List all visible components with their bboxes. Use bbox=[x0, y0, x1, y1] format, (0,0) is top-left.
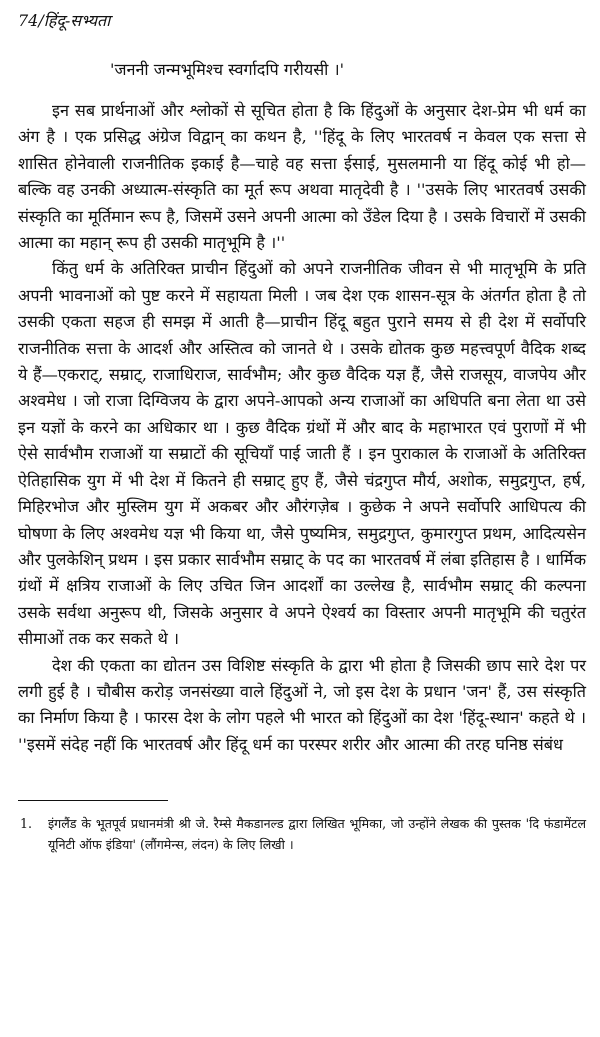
footnote-number: 1. bbox=[20, 816, 33, 832]
epigraph-verse: 'जननी जन्मभूमिश्च स्वर्गादपि गरीयसी ।' bbox=[110, 60, 345, 79]
book-title: हिंदू-सभ्यता bbox=[43, 11, 111, 30]
footnote-divider bbox=[18, 800, 168, 801]
paragraph-2: किंतु धर्म के अतिरिक्त प्राचीन हिंदुओं को अपने राजनीतिक जीवन से भी मातृभूमि के प्रति अपनी भावनाओं को पुष्ट करने में सहायता मिली । जब देश एक शासन-सूत्र के अंतर्गत होता है तो उसकी एकता सहज ही समझ में आती है—प्राचीन हिंदू बहुत पुराने समय से ही देश में सर्वोपरि राजनीतिक सत्ता के आदर्श और अस्तित्व को जानते थे । उसके द्योतक कुछ महत्त्वपूर्ण वैदिक शब्द ये हैं—एकराट्, सम्राट्, राजाधिराज, सार्वभौम; और कुछ वैदिक यज्ञ हैं, जैसे राजसूय, वाजपेय और अश्वमेध । जो राजा दिग्विजय के द्वारा अपने-आपको अन्य राजाओं का अधिपति बना लेता था उसे इन यज्ञों के करने का अधिकार था । कुछ वैदिक ग्रंथों में और बाद के महाभारत एवं पुराणों में भी ऐसे सार्वभौम राजाओं या सम्राटों की सूचियाँ पाई जाती हैं । इन पुराकाल के राजाओं के अतिरिक्त ऐतिहासिक युग में भी देश में कितने ही सम्राट् हुए हैं, जैसे चंद्रगुप्त मौर्य, अशोक, समुद्रगुप्त, हर्ष, मिहिरभोज और मुस्लिम युग में अकबर और औरंगज़ेब । कुछेक ने अपने सर्वोपरि आधिपत्य की घोषणा के लिए अश्वमेध यज्ञ भी किया था, जैसे पुष्यमित्र, समुद्रगुप्त, कुमारगुप्त प्रथम, आदित्यसेन और पुलकेशिन् प्रथम । इस प्रकार सार्वभौम सम्राट् के पद का भारतवर्ष में लंबा इतिहास है । धार्मिक ग्रंथों में क्षत्रिय राजाओं के लिए उचित जिन आदर्शों का उल्लेख है, सार्वभौम सम्राट् की कल्पना उसके सर्वथा अनुरूप थी, जिसके अनुसार वे अपने ऐश्वर्य का विस्तार अपनी मातृभूमि की चतुरंत सीमाओं तक कर सकते थे । bbox=[18, 259, 586, 649]
footnote bbox=[18, 813, 586, 855]
paragraph-1: इन सब प्रार्थनाओं और श्लोकों से सूचित होता है कि हिंदुओं के अनुसार देश-प्रेम भी धर्म का अंग है । एक प्रसिद्ध अंग्रेज विद्वान् का कथन है, ''हिंदू के लिए भारतवर्ष न केवल एक सत्ता से शासित होनेवाली राजनीतिक इकाई है—चाहे वह सत्ता ईसाई, मुसलमानी या हिंदू कोई भी हो—बल्कि वह उनकी अध्यात्म-संस्कृति का मूर्त रूप अथवा मातृदेवी है । ''उसके लिए भारतवर्ष उसकी संस्कृति का मूर्तिमान रूप है, जिसमें उसने अपनी आत्मा को उँडेल दिया है । उसके विचारों में उसकी आत्मा का महान् रूप ही उसकी मातृभूमि है ।'' bbox=[18, 101, 586, 253]
page-number: 74 bbox=[18, 11, 39, 30]
running-header bbox=[18, 10, 586, 32]
footnote-text: इंगलैंड के भूतपूर्व प्रधानमंत्री श्री जे. रैम्से मैकडानल्ड द्वारा लिखित भूमिका, जो उन्होंने लेखक की पुस्तक 'दि फंडामेंटल यूनिटी ऑफ इंडिया' (लौंगमेन्स, लंदन) के लिए लिखी । bbox=[48, 816, 586, 853]
paragraph-3: देश की एकता का द्योतन उस विशिष्ट संस्कृति के द्वारा भी होता है जिसकी छाप सारे देश पर लगी हुई है । चौबीस करोड़ जनसंख्या वाले हिंदुओं ने, जो इस देश के प्रधान 'जन' हैं, उस संस्कृति का निर्माण किया है । फारस देश के लोग पहले भी भारत को हिंदुओं का देश 'हिंदू-स्थान' कहते थे । ''इसमें संदेह नहीं कि भारतवर्ष और हिंदू धर्म का परस्पर शरीर और आत्मा की तरह घनिष्ठ संबंध bbox=[18, 655, 586, 754]
header-separator: / bbox=[38, 11, 44, 30]
